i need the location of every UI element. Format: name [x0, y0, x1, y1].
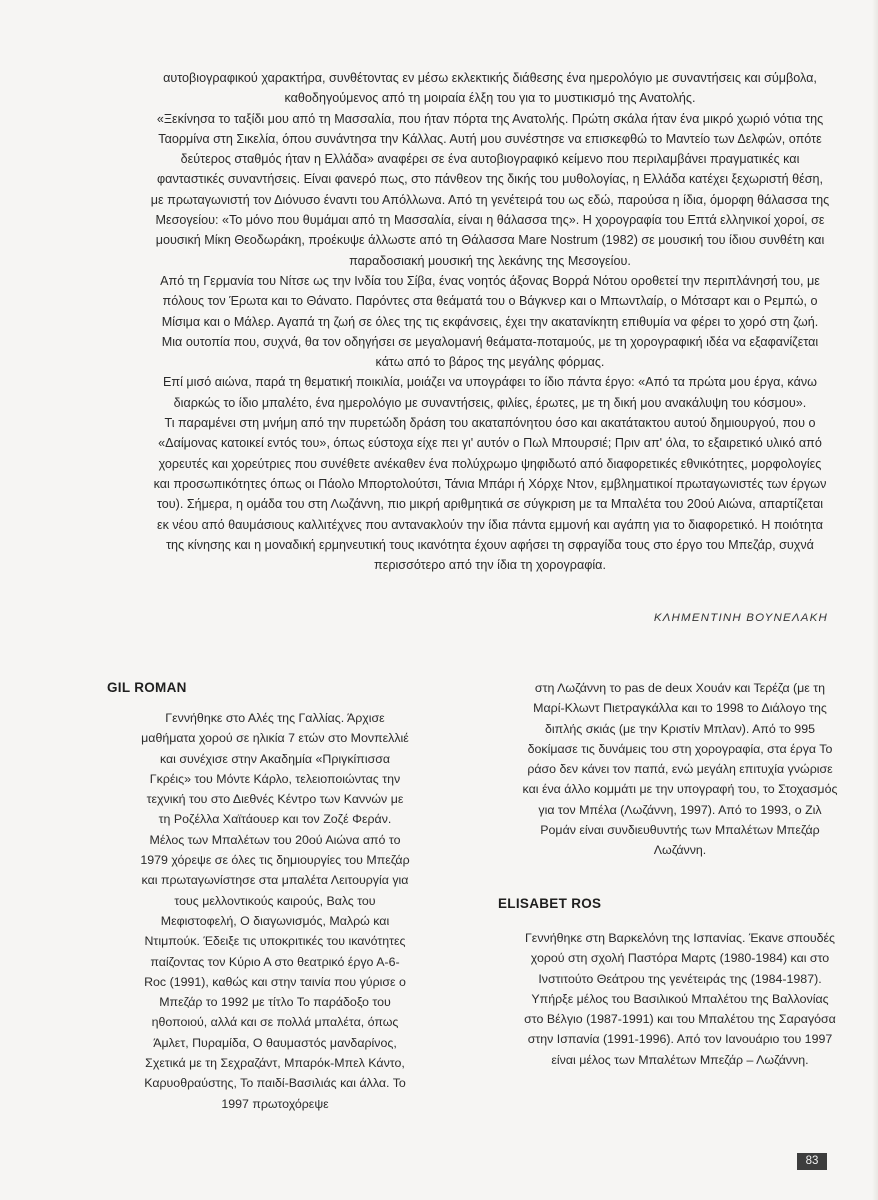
essay-paragraph: «Ξεκίνησα το ταξίδι μου από τη Μασσαλία, που ήταν πόρτα της Ανατολής. Πρώτη σκάλα ήταν ένα μικρό χωριό νότια της Ταορμίνα στη Σικελία, όπου συνάντησα την Κάλλας. Αυτή μου συνέστησε να επισκεφθώ το Μαντείο των Δελφών, οπότε δεύτερος σταθμός ήταν η Ελλάδα» αναφέρει σε ένα αυτοβιογραφικό κείμενο που περιλαμβάνει πραγματικές και φανταστικές συναντήσεις. Είναι φανερό πως, στο πάνθεον της δικής του μυθολογίας, η Ελλάδα κατέχει ξεχωριστή θέση, με πρωταγωνιστή τον Διόνυσο έναντι του Απόλλωνα. Από τη γενέτειρά του ως εδώ, παρούσα η ίδια, όμορφη θάλασσα της Μεσογείου: «Το μόνο που θυμάμαι από τη Μασσαλία, είναι η θάλασσα της». Η χορογραφία του Επτά ελληνικοί χοροί, σε μουσική Μίκη Θεοδωράκη, προέκυψε άλλωστε από τη Θάλασσα Mare Nostrum (1982) σε μουσική του ίδιου συνθέτη και παραδοσιακή μουσική της λεκάνης της Μεσογείου. [150, 111, 830, 268]
bio-text: Γεννήθηκε στο Αλές της Γαλλίας. Άρχισε μαθήματα χορού σε ηλικία 7 ετών στο Μονπελλιέ και συνέχισε στην Ακαδημία «Πριγκίπισσα Γκρέις» του Μόντε Κάρλο, τελειοποιώντας την τεχνική του στο Διεθνές Κέντρο των Καννών με τη Ροζέλλα Χαϊτάουερ και τον Ζοζέ Φεράν. Μέλος των Μπαλέτων του 20ού Αιώνα από το 1979 χόρεψε σε όλες τις δημιουργίες του Μπεζάρ και πρωταγωνίστησε στα μπαλέτα Λειτουργία για τους μελλοντικούς καιρούς, Βαλς του Μεφιστοφελή, Ο διαγωνισμός, Μαλρώ και Ντιμπούκ. Έδειξε τις υποκριτικές του ικανότητες παίζοντας τον Κύριο Α στο θεατρικό έργο Α-6-Roc (1991), καθώς και στην ταινία που γύρισε ο Μπεζάρ το 1992 με τίτλο Το παράδοξο του ηθοποιού, αλλά και σε πολλά μπαλέτα, όπως Άμλετ, Πυραμίδα, Ο θαυμαστός μανδαρίνος, Σχετικά με τη Σεχραζάντ, Μπαρόκ-Μπελ Κάντο, Καρυοθραύστης, Το παιδί-Βασιλιάς και άλλα. Το 1997 πρωτοχόρεψε [140, 711, 410, 1111]
bio-gil-roman-left [140, 708, 410, 1114]
bio-heading-gil-roman: GIL ROMAN [107, 680, 187, 695]
essay-text [150, 68, 830, 575]
bio-text: στη Λωζάννη το pas de deux Χουάν και Τερέζα (με τη Μαρί-Κλωντ Πιετραγκάλλα και το 1998 το Διάλογο της διπλής σκιάς (με την Κριστίν Μπλαν). Από το 995 δοκίμασε τις δυνάμεις του στη χορογραφία, στα έργα Το ράσο δεν κάνει τον παπά, ενώ μεγάλη επιτυχία γνώρισε και ένα άλλο κομμάτι με την υπογραφή του, το Στοχασμός για τον Μπέλα (Λωζάννη, 1997). Από το 1993, ο Ζιλ Ρομάν είναι συνδιευθυντής των Μπαλέτων Μπεζάρ Λωζάννη. [522, 681, 838, 858]
essay-paragraph: Από τη Γερμανία του Νίτσε ως την Ινδία του Σίβα, ένας νοητός άξονας Βορρά Νότου οροθετεί την περιπλάνησή του, με πόλους τον Έρωτα και το Θάνατο. Παρόντες στα θεάματά του ο Βάγκνερ και ο Μπωντλαίρ, ο Μότσαρτ και ο Ρεμπώ, ο Μίσιμα και ο Μάλερ. Αγαπά τη ζωή σε όλες της τις εκφάνσεις, έχει την ακατανίκητη επιθυμία να φέρει το χορό στη ζωή. Μια ουτοπία που, συχνά, θα τον οδηγήσει σε μεγαλομανή θεάματα-ποταμούς, με τη χορογραφική ιδέα να εξαφανίζεται κάτω από το βάρος της μεγάλης φόρμας. [160, 273, 820, 370]
page-number: 83 [797, 1153, 827, 1170]
essay-paragraph: Επί μισό αιώνα, παρά τη θεματική ποικιλία, μοιάζει να υπογράφει το ίδιο πάντα έργο: «Από τα πρώτα μου έργα, κάνω διαρκώς το ίδιο μπαλέτο, ένα ημερολόγιο με συναντήσεις, φιλίες, έρωτες, με τη δική μου ανακάλυψη του κόσμου». [163, 375, 817, 410]
essay-paragraph: Τι παραμένει στη μνήμη από την πυρετώδη δράση του ακαταπόνητου όσο και ακατάτακτου αυτού δημιουργού, που ο «Δαίμονας κατοικεί εντός του», όπως εύστοχα είχε πει γι' αυτόν ο Πωλ Μπουρσιέ; Πριν απ' όλα, το εξαιρετικό υλικό από χορευτές και χορεύτριες που συνέθετε ανέκαθεν ένα πολύχρωμο ψηφιδωτό από διαφορετικές εθνικότητες, μορφολογίες και προσωπικότητες όπως οι Πάολο Μπορτολούτσι, Τάνια Μπάρι ή Χόρχε Ντον, εμβληματικοί πρωταγωνιστές των έργων του). Σήμερα, η ομάδα του στη Λωζάννη, πιο μικρή αριθμητικά σε σύγκριση με τα Μπαλέτα του 20ού Αιώνα, απαρτίζεται εκ νέου από θαυμάσιους καλλιτέχνες που αντανακλούν την ίδια πάντα εμμονή και αγάπη για το διαφορετικό. Η ποιότητα της κίνησης και η μοναδική ερμηνευτική τους ικανότητα έχουν αφήσει τη σφραγίδα τους στο έργο του Μπεζάρ, συχνά περισσότερο από την ίδια τη χορογραφία. [153, 416, 827, 573]
bio-heading-elisabet-ros: ELISABET ROS [498, 896, 602, 911]
bio-gil-roman-right [522, 678, 838, 861]
bio-text: Γεννήθηκε στη Βαρκελόνη της Ισπανίας. Έκανε σπουδές χορού στη σχολή Παστόρα Μαρτς (1980-1984) και στο Ινστιτούτο Θεάτρου της γενέτειράς της (1984-1987). Υπήρξε μέλος του Βασιλικού Μπαλέτου της Βαλλονίας στο Βέλγιο (1987-1991) και του Μπαλέτου της Σαραγόσα στην Ισπανία (1991-1996). Από τον Ιανουάριο του 1997 είναι μέλος των Μπαλέτων Μπεζάρ – Λωζάννη. [524, 931, 836, 1067]
author-signature: ΚΛΗΜΕΝΤΙΝΗ ΒΟΥΝΕΛΑΚΗ [653, 612, 828, 624]
bio-elisabet-ros [522, 928, 838, 1070]
page-edge [872, 0, 878, 1200]
essay-paragraph: αυτοβιογραφικού χαρακτήρα, συνθέτοντας εν μέσω εκλεκτικής διάθεσης ένα ημερολόγιο με συναντήσεις και σύμβολα, καθοδηγούμενος από τη μοιραία έλξη του για το μυστικισμό της Ανατολής. [163, 71, 817, 106]
